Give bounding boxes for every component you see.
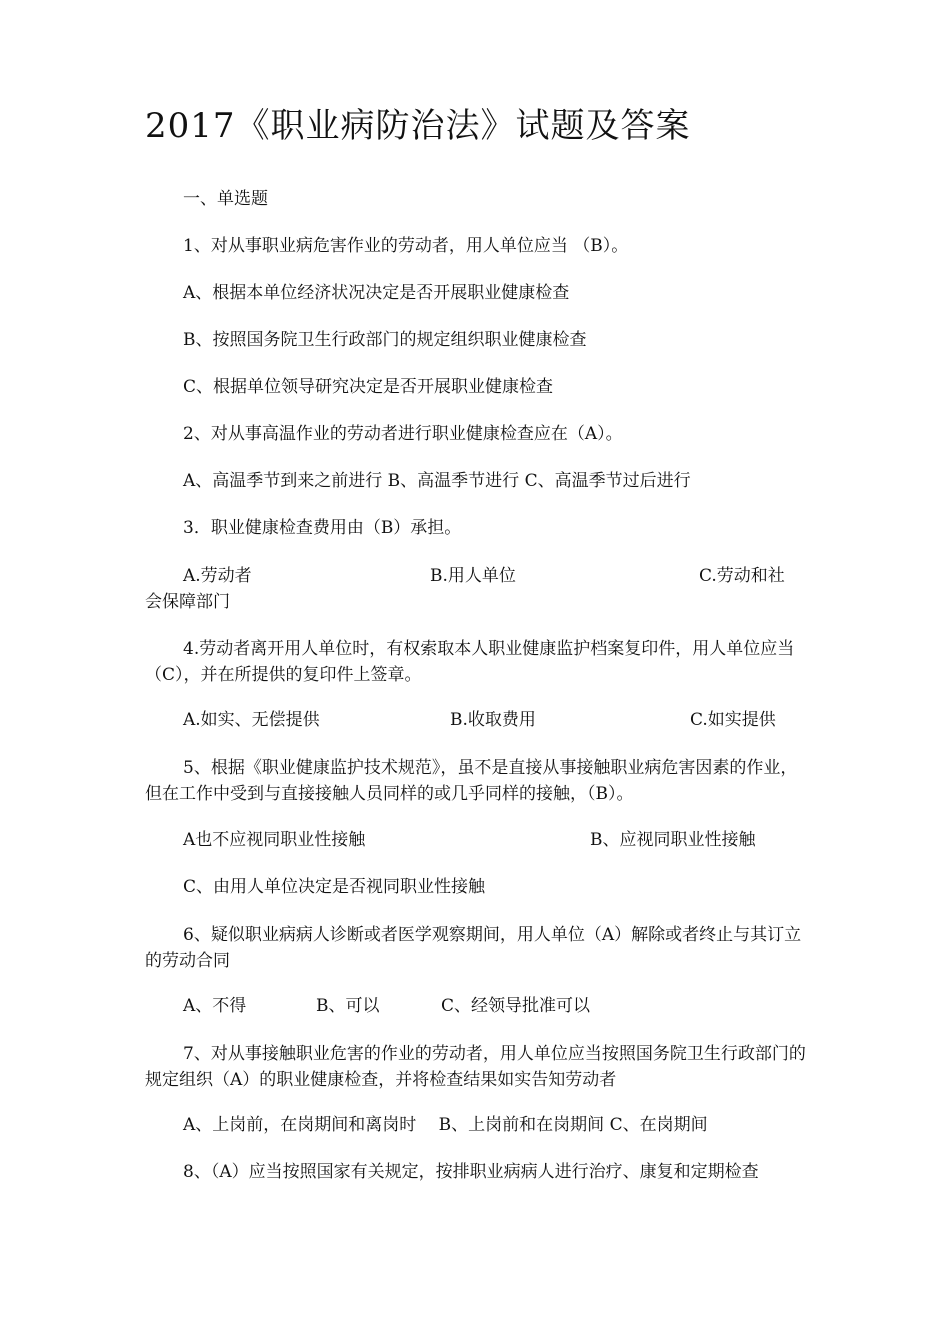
question-4-option-c: C.如实提供: [690, 710, 776, 730]
question-4-option-a: A.如实、无偿提供: [183, 710, 320, 730]
question-3-option-a: A.劳动者: [183, 566, 252, 586]
question-5-option-b: B、应视同职业性接触: [590, 830, 756, 850]
question-8-stem: 8、（A）应当按照国家有关规定，按排职业病病人进行治疗、康复和定期检查: [183, 1162, 759, 1182]
question-6-option-b: B、可以: [316, 996, 380, 1016]
section-heading: 一、单选题: [183, 189, 268, 209]
question-7-options: A、上岗前，在岗期间和离岗时 B、上岗前和在岗期间 C、在岗期间: [183, 1115, 708, 1135]
question-1-stem: 1、对从事职业病危害作业的劳动者，用人单位应当 （B）。: [183, 236, 629, 256]
question-1-option-b: B、按照国务院卫生行政部门的规定组织职业健康检查: [183, 330, 587, 350]
question-4-option-b: B.收取费用: [450, 710, 536, 730]
page-title: 2017《职业病防治法》试题及答案: [145, 106, 691, 146]
question-1-option-c: C、根据单位领导研究决定是否开展职业健康检查: [183, 377, 554, 397]
question-2-stem: 2、对从事高温作业的劳动者进行职业健康检查应在（A）。: [183, 424, 623, 444]
question-3-option-b: B.用人单位: [430, 566, 516, 586]
question-3-option-c-continued: 会保障部门: [145, 592, 230, 612]
question-2-options: A、高温季节到来之前进行 B、高温季节进行 C、高温季节过后进行: [183, 471, 691, 491]
question-7-stem: 7、对从事接触职业危害的作业的劳动者，用人单位应当按照国务院卫生行政部门的规定组织（A）的职业健康检查，并将检查结果如实告知劳动者: [145, 1044, 806, 1090]
question-6-stem: 6、疑似职业病病人诊断或者医学观察期间，用人单位（A）解除或者终止与其订立的劳动合同: [145, 925, 802, 971]
question-5-option-a: A也不应视同职业性接触: [183, 830, 366, 850]
question-3-stem: 3．职业健康检查费用由（B）承担。: [183, 518, 462, 538]
question-3-option-c: C.劳动和社: [699, 566, 785, 586]
question-1-option-a: A、根据本单位经济状况决定是否开展职业健康检查: [183, 283, 570, 303]
question-5-stem: 5、根据《职业健康监护技术规范》，虽不是直接从事接触职业病危害因素的作业，但在工作中受到与直接接触人员同样的或几乎同样的接触，（B）。: [145, 758, 798, 804]
question-4-stem: 4.劳动者离开用人单位时，有权索取本人职业健康监护档案复印件，用人单位应当（C），并在所提供的复印件上签章。: [145, 639, 795, 685]
question-6-option-a: A、不得: [183, 996, 247, 1016]
question-6-option-c: C、经领导批准可以: [441, 996, 591, 1016]
question-5-option-c: C、由用人单位决定是否视同职业性接触: [183, 877, 486, 897]
